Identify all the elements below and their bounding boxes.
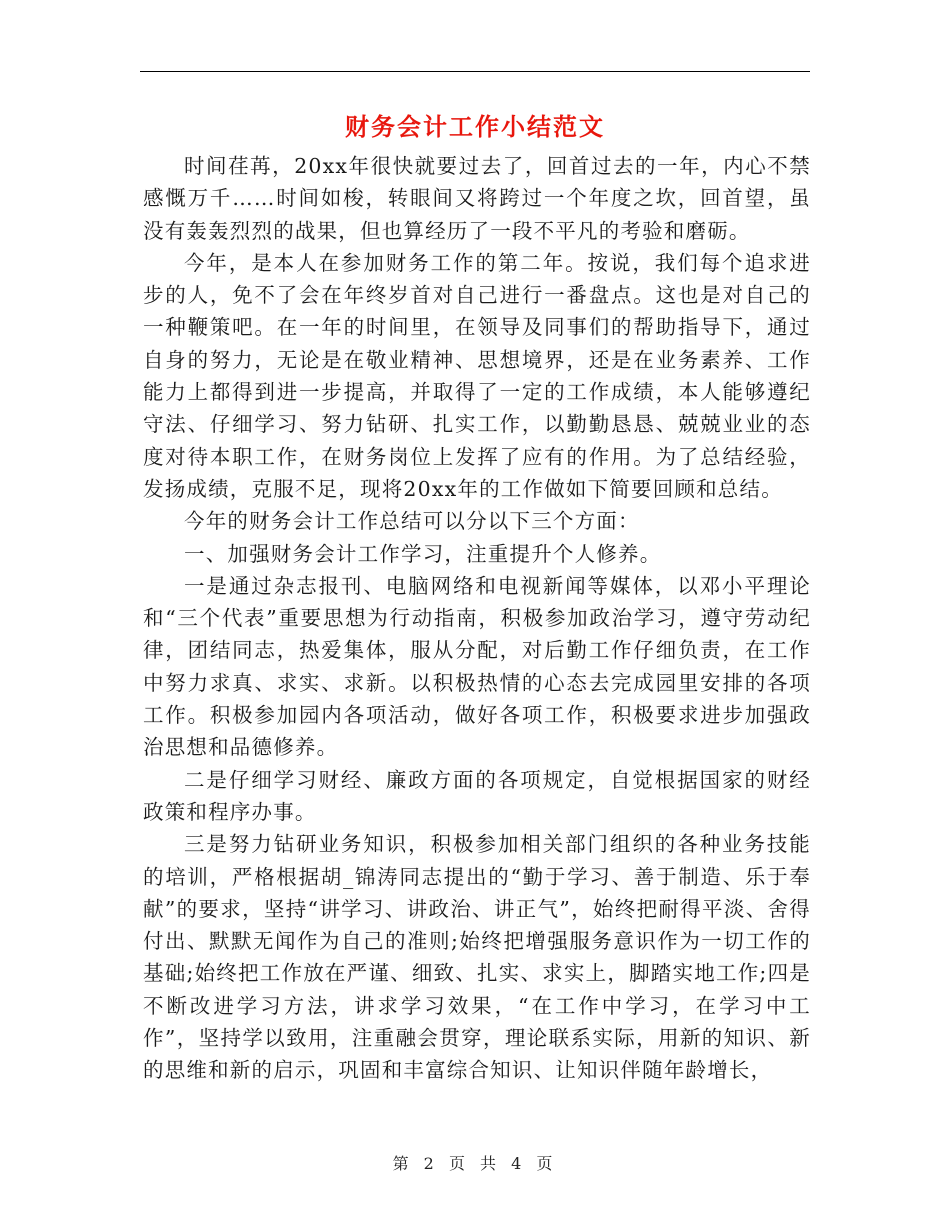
- paragraph-item-1: 一是通过杂志报刊、电脑网络和电视新闻等媒体，以邓小平理论和“三个代表”重要思想为行动指南，积极参加政治学习，遵守劳动纪律，团结同志，热爱集体，服从分配，对后勤工作仔细负责，在工作中努力求真、求实、求新。以积极热情的心态去完成园里安排的各项工作。积极参加园内各项活动，做好各项工作，积极要求进步加强政治思想和品德修养。: [143, 573, 811, 760]
- page-number: 第 2 页 共 4 页: [392, 1154, 558, 1173]
- header-rule: [140, 71, 810, 72]
- paragraph-item-2: 二是仔细学习财经、廉政方面的各项规定，自觉根据国家的财经政策和程序办事。: [143, 767, 811, 824]
- document-body: [143, 150, 811, 1087]
- paragraph-section-heading-1: 一、加强财务会计工作学习，注重提升个人修养。: [184, 541, 662, 566]
- paragraph-intro: 时间荏苒，20xx年很快就要过去了，回首过去的一年，内心不禁感慨万千……时间如梭，转眼间又将跨过一个年度之坎，回首望，虽没有轰轰烈烈的战果，但也算经历了一段不平凡的考验和磨砺。: [143, 154, 811, 243]
- paragraph-overview: 今年，是本人在参加财务工作的第二年。按说，我们每个追求进步的人，免不了会在年终岁首对自己进行一番盘点。这也是对自己的一种鞭策吧。在一年的时间里，在领导及同事们的帮助指导下，通过自身的努力，无论是在敬业精神、思想境界，还是在业务素养、工作能力上都得到进一步提高，并取得了一定的工作成绩，本人能够遵纪守法、仔细学习、努力钻研、扎实工作，以勤勤恳恳、兢兢业业的态度对待本职工作，在财务岗位上发挥了应有的作用。为了总结经验，发扬成绩，克服不足，现将20xx年的工作做如下简要回顾和总结。: [143, 250, 811, 501]
- paragraph-item-3: 三是努力钻研业务知识，积极参加相关部门组织的各种业务技能的培训，严格根据胡_锦涛同志提出的“勤于学习、善于制造、乐于奉献”的要求，坚持“讲学习、讲政治、讲正气”，始终把耐得平淡、舍得付出、默默无闻作为自己的准则;始终把增强服务意识作为一切工作的基础;始终把工作放在严谨、细致、扎实、求实上，脚踏实地工作;四是不断改进学习方法，讲求学习效果，“在工作中学习，在学习中工作”，坚持学以致用，注重融会贯穿，理论联系实际，用新的知识、新的思维和新的启示，巩固和丰富综合知识、让知识伴随年龄增长，: [143, 832, 811, 1083]
- document-title: 财务会计工作小结范文: [345, 112, 605, 141]
- paragraph-summary-lead: 今年的财务会计工作总结可以分以下三个方面：: [184, 509, 640, 534]
